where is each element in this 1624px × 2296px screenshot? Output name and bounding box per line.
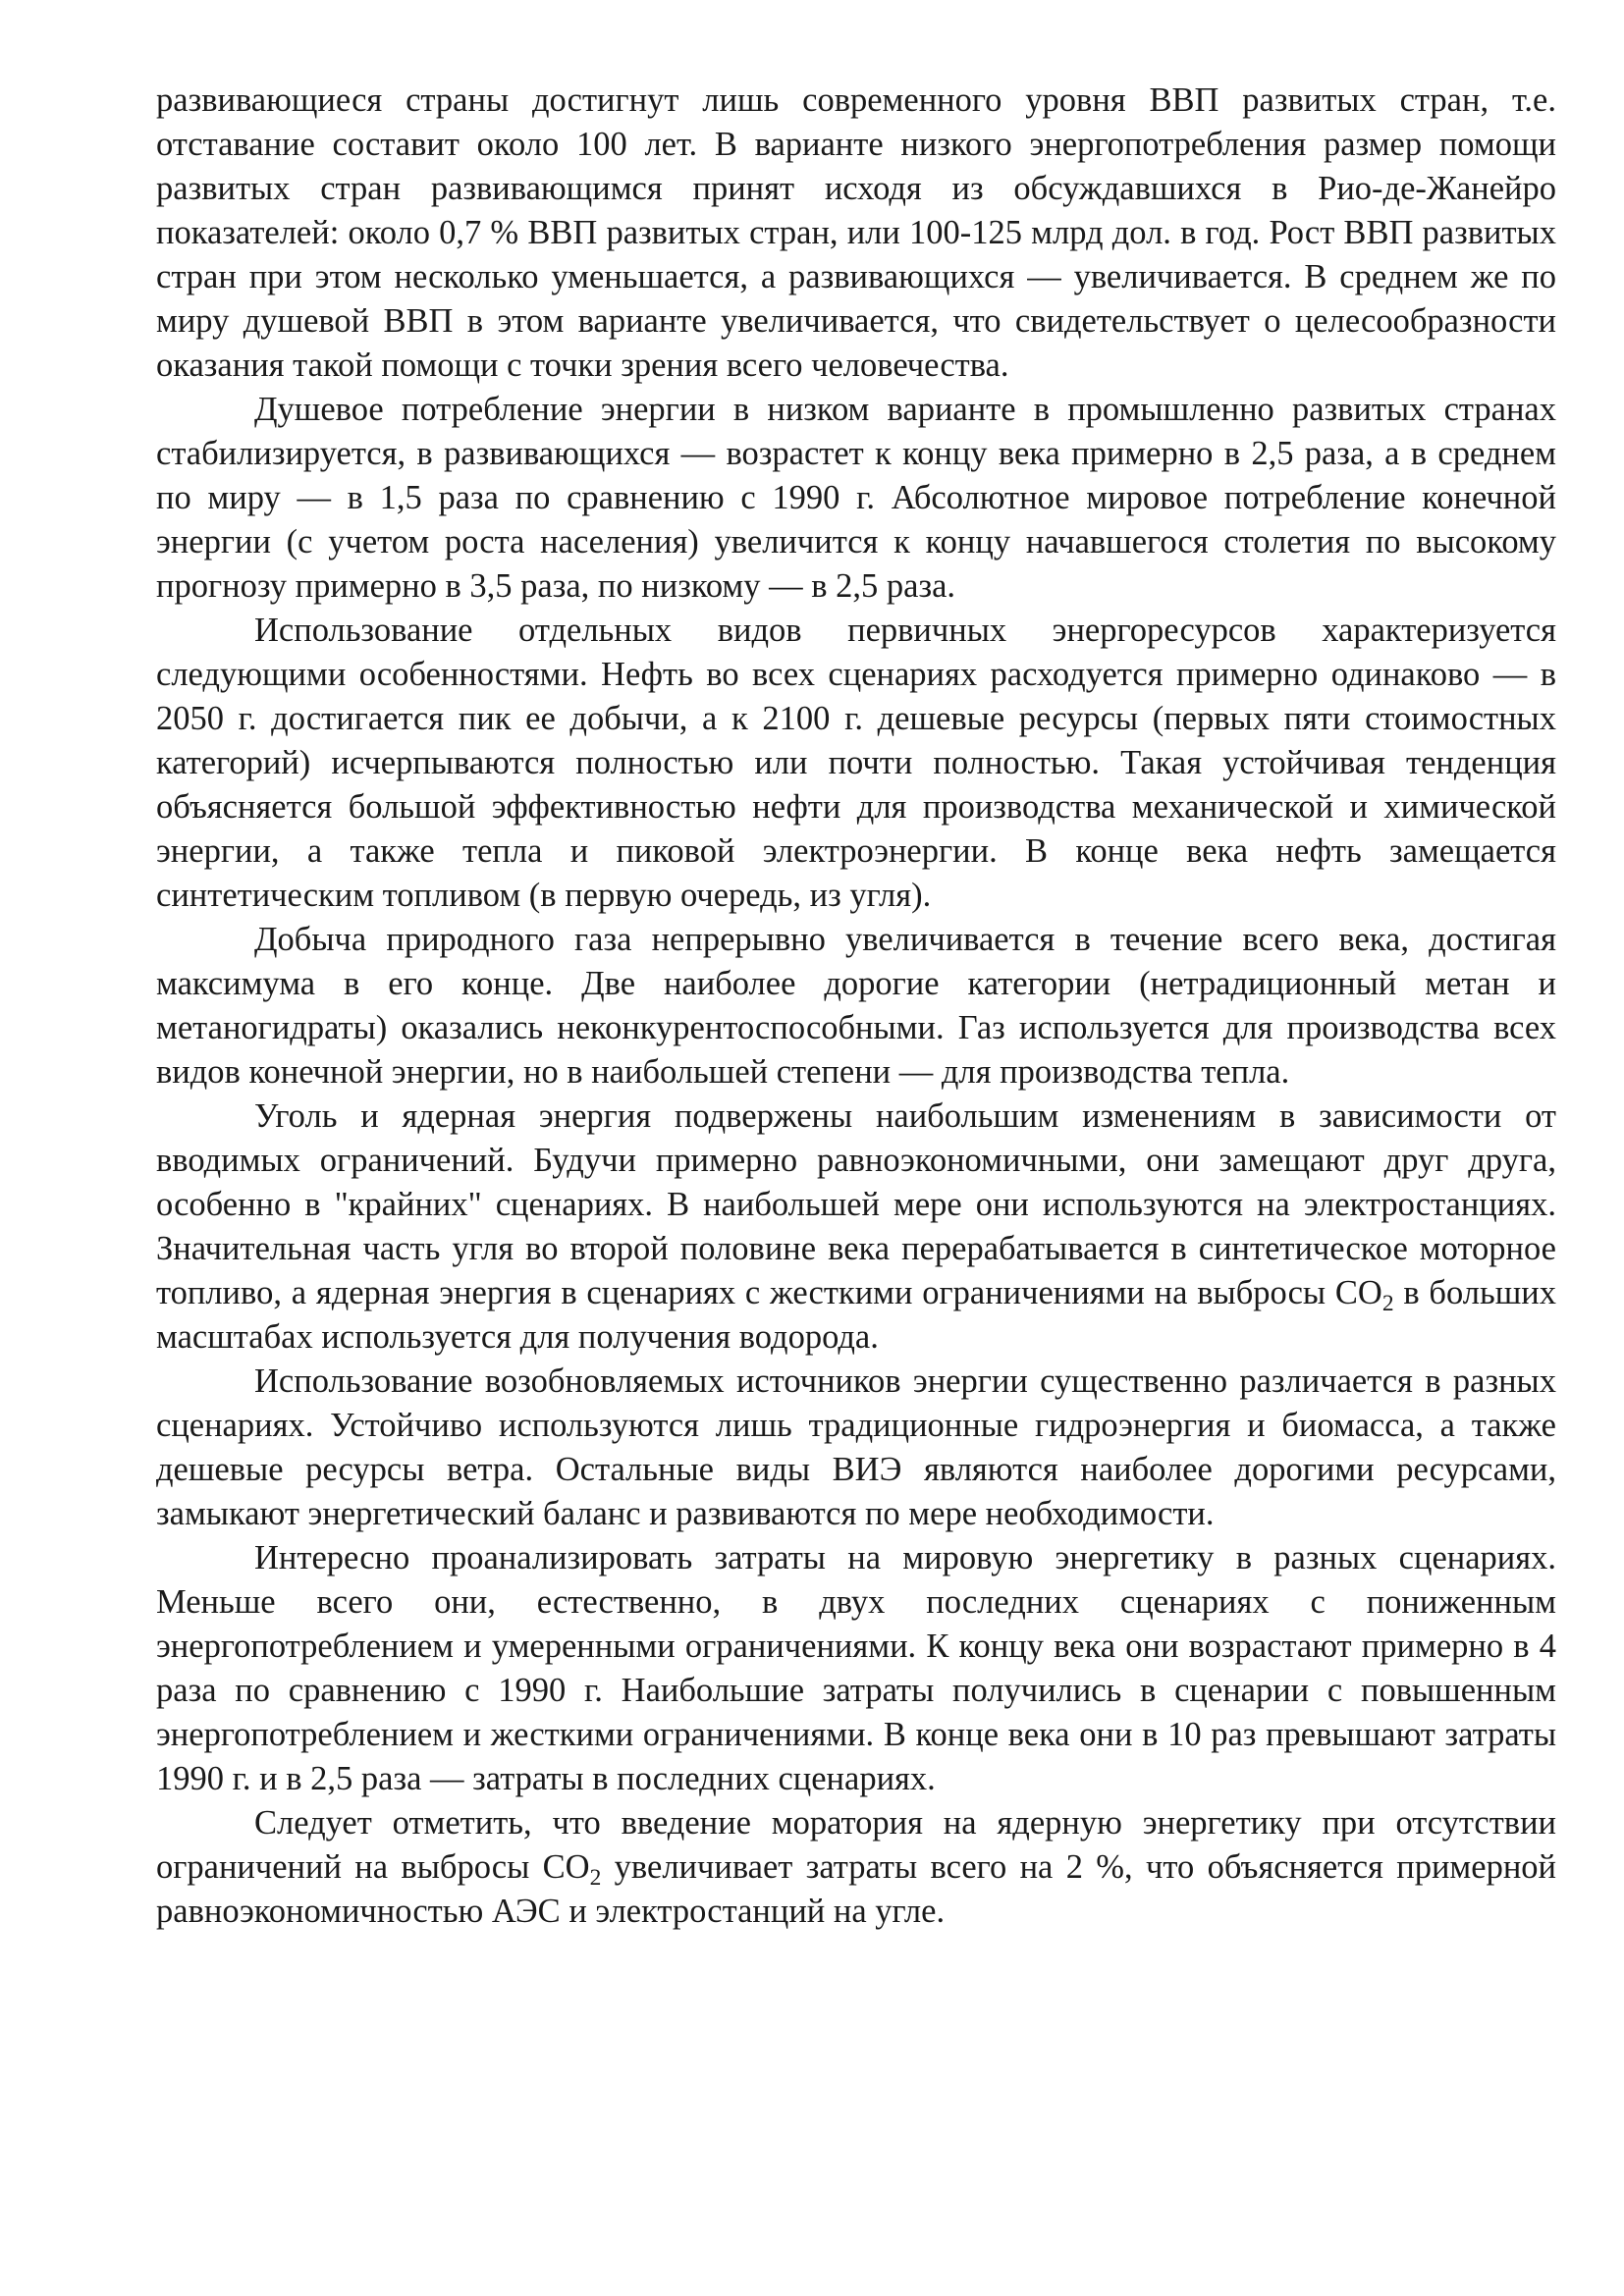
paragraph-text: увеличивает затраты всего на 2 %, что объясняется примерной равноэкономичностью АЭС и электростанций на угле. — [156, 1848, 1556, 1930]
paragraph — [156, 609, 1556, 918]
paragraph-text: Использование отдельных видов первичных энергоресурсов характеризуется следующими особенностями. Нефть во всех сценариях расходуется примерно одинаково — в 2050 г. достигается пик ее добычи, а к 2100 г. дешевые ресурсы (первых пяти стоимостных категорий) исчерпываются полностью или почти полностью. Такая устойчивая тенденция объясняется большой эффективностью нефти для производства механической и химической энергии, а также тепла и пиковой электроэнергии. В конце века нефть замещается синтетическим топливом (в первую очередь, из угля). — [156, 612, 1556, 914]
paragraph — [156, 1360, 1556, 1536]
paragraph-text: Использование возобновляемых источников энергии существенно различается в разных сценариях. Устойчиво используются лишь традиционные гидроэнергия и биомасса, а также дешевые ресурсы ветра. Остальные виды ВИЭ являются наиболее дорогими ресурсами, замыкают энергетический баланс и развиваются по мере необходимости. — [156, 1362, 1556, 1532]
paragraph — [156, 1536, 1556, 1801]
paragraph — [156, 1095, 1556, 1360]
paragraph-text: Душевое потребление энергии в низком варианте в промышленно развитых странах стабилизируется, в развивающихся — возрастет к концу века примерно в 2,5 раза, а в среднем по миру — в 1,5 раза по сравнению с 1990 г. Абсолютное мировое потребление конечной энергии (с учетом роста населения) увеличится к концу начавшегося столетия по высокому прогнозу примерно в 3,5 раза, по низкому — в 2,5 раза. — [156, 391, 1556, 605]
paragraph-text: Уголь и ядерная энергия подвержены наибольшим изменениям в зависимости от вводимых ограничений. Будучи примерно равноэкономичными, они замещают друг друга, особенно в "крайних" сценариях. В наибольшей мере они используются на электростанциях. Значительная часть угля во второй половине века перерабатывается в синтетическое моторное топливо, а ядерная энергия в сценариях с жесткими ограничениями на выбросы СО — [156, 1097, 1556, 1311]
paragraph — [156, 79, 1556, 388]
paragraph — [156, 388, 1556, 609]
document-page — [156, 79, 1556, 1934]
paragraph-text: Добыча природного газа непрерывно увеличивается в течение всего века, достигая максимума в его конце. Две наиболее дорогие категории (нетрадиционный метан и метаногидраты) оказались неконкурентоспособными. Газ используется для производства всех видов конечной энергии, но в наибольшей степени — для производства тепла. — [156, 921, 1556, 1091]
subscript: 2 — [1381, 1291, 1394, 1317]
paragraph-text: развивающиеся страны достигнут лишь современного уровня ВВП развитых стран, т.е. отставание составит около 100 лет. В варианте низкого энергопотребления размер помощи развитых стран развивающимся принят исходя из обсуждавшихся в Рио-де-Жанейро показателей: около 0,7 % ВВП развитых стран, или 100-125 млрд дол. в год. Рост ВВП развитых стран при этом несколько уменьшается, а развивающихся — увеличивается. В среднем же по миру душевой ВВП в этом варианте увеличивается, что свидетельствует о целесообразности оказания такой помощи с точки зрения всего человечества. — [156, 81, 1556, 384]
paragraph-text: Следует отметить, что введение моратория на ядерную энергетику при отсутствии ограничений на выбросы СО — [156, 1804, 1556, 1886]
subscript: 2 — [589, 1865, 602, 1892]
paragraph-text: в больших масштабах используется для получения водорода. — [156, 1274, 1556, 1356]
paragraph — [156, 918, 1556, 1095]
paragraph — [156, 1801, 1556, 1934]
paragraph-text: Интересно проанализировать затраты на мировую энергетику в разных сценариях. Меньше всего они, естественно, в двух последних сценариях с пониженным энергопотреблением и умеренными ограничениями. К концу века они возрастают примерно в 4 раза по сравнению с 1990 г. Наибольшие затраты получились в сценарии с повышенным энергопотреблением и жесткими ограничениями. В конце века они в 10 раз превышают затраты 1990 г. и в 2,5 раза — затраты в последних сценариях. — [156, 1539, 1556, 1797]
